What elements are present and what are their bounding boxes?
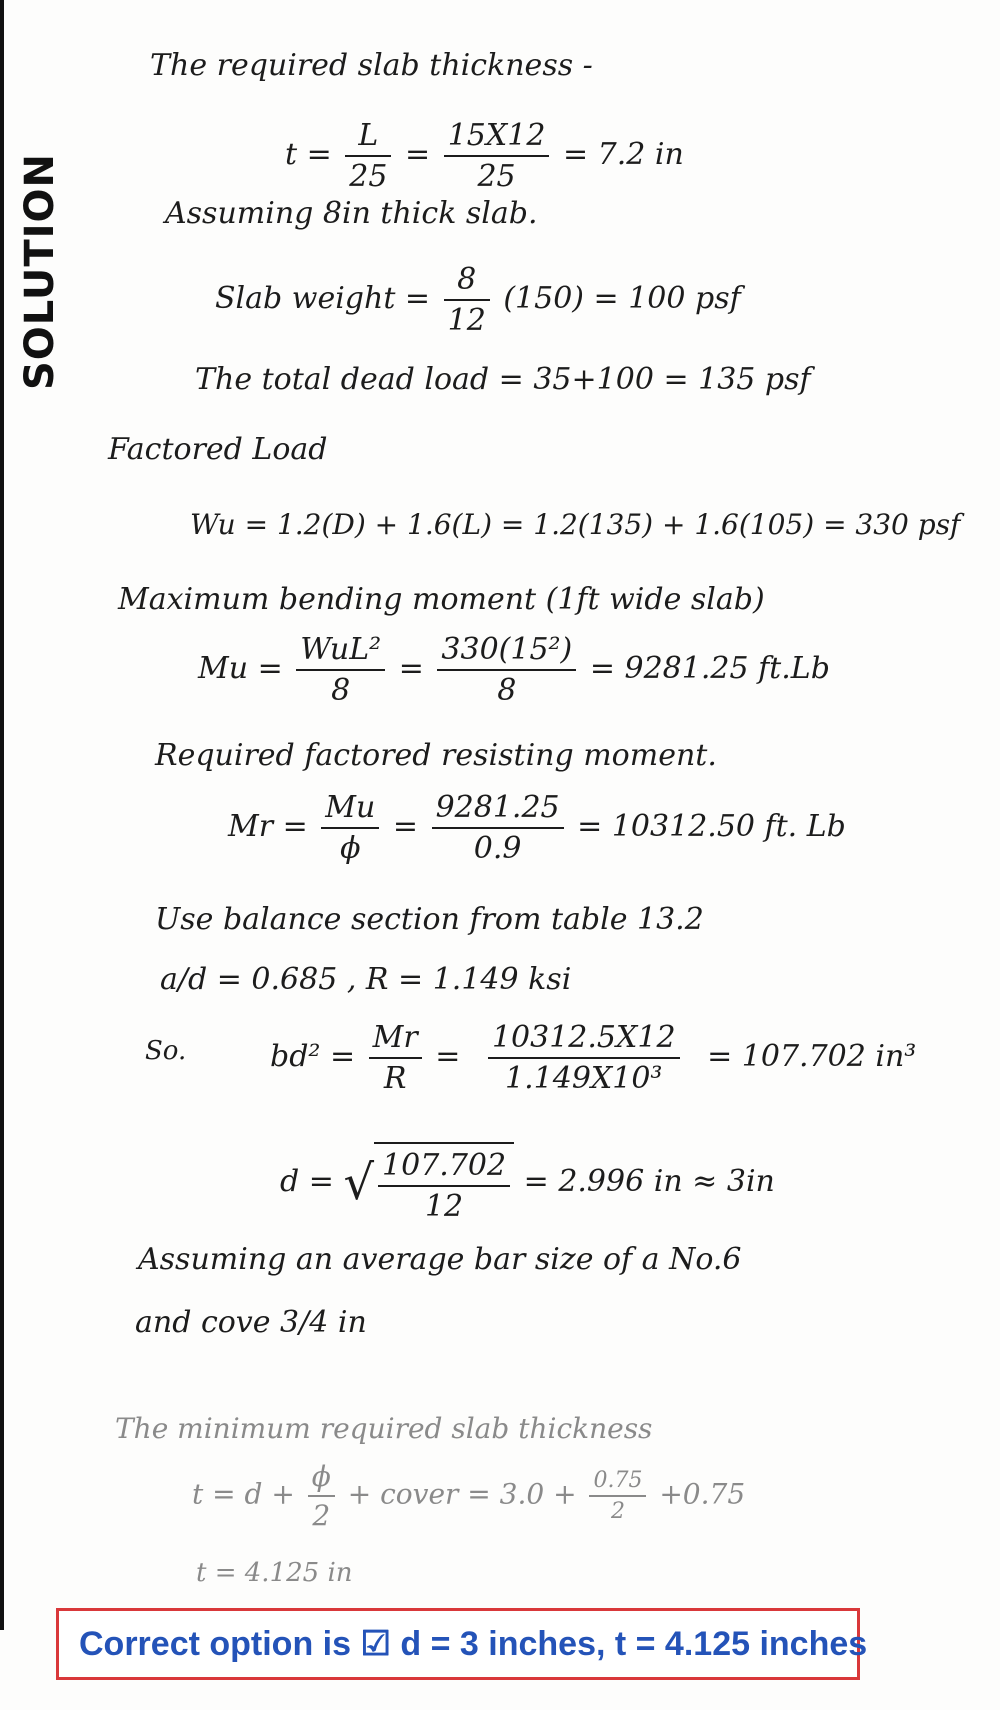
fraction-numerator: L: [345, 118, 391, 157]
line-use-balance-section: Use balance section from table 13.2: [155, 902, 704, 937]
left-border-line: [0, 0, 4, 1630]
square-root: [343, 1142, 514, 1224]
line-required-thickness: The required slab thickness -: [150, 48, 593, 83]
fraction-numerator: WuL²: [296, 632, 385, 671]
fraction-denominator: 12: [424, 1189, 464, 1224]
eq-result: = 9281.25 ft.Lb: [589, 651, 830, 686]
correct-option-box: [56, 1608, 868, 1680]
fraction-denominator: ϕ: [340, 831, 361, 866]
fraction-l-over-25: [345, 118, 391, 194]
fraction-denominator: 8: [331, 673, 351, 708]
fraction-numerator: 10312.5X12: [488, 1020, 680, 1059]
fraction-numerator: Mr: [369, 1020, 422, 1059]
fraction-9281-over-09: [432, 790, 564, 866]
equals-sign: =: [392, 809, 419, 844]
fraction-denominator: 25: [349, 159, 388, 194]
fraction-denominator: 2: [312, 1499, 331, 1532]
fraction-denominator: 1.149X10³: [505, 1061, 663, 1096]
correct-option-text: Correct option is ☑ d = 3 inches, t = 4.125 inches: [79, 1625, 868, 1663]
line-bd2-equation: [270, 1020, 916, 1096]
eq-result: = 2.996 in ≈ 3in: [523, 1164, 775, 1199]
fraction-075-over-2: [589, 1468, 646, 1524]
radical-sign: √: [343, 1155, 375, 1211]
eq-result: +0.75: [659, 1477, 746, 1511]
line-cover: and cove 3/4 in: [135, 1305, 367, 1340]
eq-middle: + cover = 3.0 +: [347, 1477, 577, 1511]
fraction-numerator: 8: [444, 262, 490, 301]
line-mu-equation: [198, 632, 830, 708]
line-thickness-equation: [285, 118, 684, 194]
line-assuming-bar-size: Assuming an average bar size of a No.6: [138, 1242, 742, 1277]
equals-sign: =: [435, 1039, 461, 1074]
line-required-resisting-moment: Required factored resisting moment.: [155, 738, 717, 773]
fraction-330-over-8: [437, 632, 576, 708]
fraction-numerator: 107.702: [378, 1148, 510, 1187]
line-a-over-d-and-r: a/d = 0.685 , R = 1.149 ksi: [160, 962, 572, 997]
fraction-denominator: 25: [477, 159, 516, 194]
fraction-107-over-12: [378, 1148, 510, 1224]
line-assuming-8in: Assuming 8in thick slab.: [165, 196, 538, 231]
fraction-mr-over-r: [369, 1020, 422, 1096]
fraction-denominator: 2: [610, 1499, 625, 1524]
line-total-dead-load: The total dead load = 35+100 = 135 psf: [195, 362, 811, 397]
eq-result: (150) = 100 psf: [503, 281, 741, 316]
line-max-bending-moment: Maximum bending moment (1ft wide slab): [118, 582, 765, 617]
line-slab-weight: [215, 262, 741, 338]
fraction-numerator: 9281.25: [432, 790, 564, 829]
fraction-numerator: 0.75: [589, 1468, 646, 1497]
line-mr-equation: [228, 790, 846, 866]
equals-sign: =: [405, 137, 431, 172]
eq-lhs: Mu =: [198, 651, 283, 686]
fraction-numerator: 15X12: [444, 118, 550, 157]
line-t-result: t = 4.125 in: [196, 1558, 353, 1588]
solution-side-label: SOLUTION: [17, 152, 63, 390]
eq-lhs: Slab weight =: [215, 281, 431, 316]
fraction-denominator: 12: [447, 303, 486, 338]
eq-result: = 107.702 in³: [707, 1039, 917, 1074]
equals-sign: =: [398, 651, 424, 686]
eq-lhs: t =: [285, 137, 332, 172]
fraction-10312-over-1149: [488, 1020, 680, 1096]
eq-lhs: Mr =: [228, 809, 308, 844]
fraction-8-over-12: [444, 262, 490, 338]
fraction-numerator: 330(15²): [437, 632, 576, 671]
eq-result: = 10312.50 ft. Lb: [577, 809, 846, 844]
line-so-label: So.: [145, 1036, 187, 1066]
fraction-denominator: 0.9: [473, 831, 522, 866]
eq-lhs: t = d +: [192, 1477, 295, 1511]
fraction-mu-over-phi: [321, 790, 379, 866]
eq-result: = 7.2 in: [562, 137, 684, 172]
fraction-denominator: R: [383, 1061, 407, 1096]
line-factored-load-heading: Factored Load: [108, 432, 328, 467]
eq-lhs: d =: [280, 1164, 334, 1199]
fraction-phi-over-2: [308, 1460, 335, 1532]
fraction-wul2-over-8: [296, 632, 385, 708]
line-d-equation: [280, 1142, 775, 1224]
fraction-denominator: 8: [497, 673, 517, 708]
eq-lhs: bd² =: [270, 1039, 356, 1074]
fraction-15x12-over-25: [444, 118, 550, 194]
fraction-numerator: ϕ: [308, 1460, 335, 1497]
line-min-required-thickness: The minimum required slab thickness: [115, 1412, 653, 1445]
line-wu-equation: Wu = 1.2(D) + 1.6(L) = 1.2(135) + 1.6(105) = 330 psf: [190, 508, 961, 541]
fraction-numerator: Mu: [321, 790, 379, 829]
line-t-equation: [192, 1460, 745, 1532]
